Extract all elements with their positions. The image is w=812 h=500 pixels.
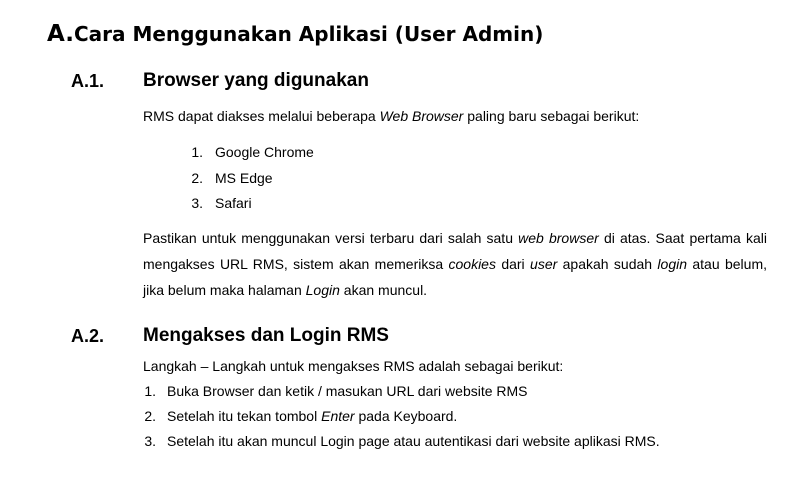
note-text: di atas. Saat pertama kali mengakses URL RMS, sistem akan memeriksa [143,230,767,272]
step-number: 1. [144,383,156,399]
browser-item-number: 2. [191,170,203,186]
section-2-intro: Langkah – Langkah untuk mengakses RMS adalah sebagai berikut: [143,358,564,374]
section-1-title: Browser yang digunakan [143,70,369,91]
section-2-title: Mengakses dan Login RMS [143,325,389,346]
note-emphasis: Login [305,282,340,298]
section-1-intro [143,106,639,126]
intro-text: RMS dapat diakses melalui beberapa [143,108,380,124]
note-emphasis: login [657,256,688,272]
heading-text: Cara Menggunakan Aplikasi (User Admin) [73,22,544,46]
step-emphasis: Enter [321,408,355,424]
note-emphasis: cookies [448,256,496,272]
step-number: 3. [144,433,156,449]
note-text: akan muncul. [339,282,428,298]
note-text: apakah sudah [557,256,658,272]
section-2-number: A.2. [71,326,105,346]
step-text: Setelah itu akan muncul Login page atau autentikasi dari website aplikasi RMS. [167,433,660,449]
browser-item-number: 1. [191,144,203,160]
browser-item-label: Safari [215,195,252,211]
heading-letter: A. [47,21,74,47]
note-text: atau belum, jika belum maka halaman [143,256,767,298]
browser-item-number: 3. [191,195,203,211]
step-text-end: pada Keyboard. [354,408,458,424]
section-1-note [143,225,767,303]
step-text: Buka Browser dan ketik / masukan URL dari website RMS [167,383,528,399]
section-1-number: A.1. [71,71,105,91]
document-title [47,18,543,50]
note-emphasis: web browser [518,230,599,246]
browser-item-label: Google Chrome [215,144,314,160]
step-text-start: Setelah itu tekan tombol [167,408,322,424]
intro-emphasis: Web Browser [379,108,464,124]
step-number: 2. [144,408,156,424]
note-text: dari [495,256,531,272]
browser-item-label: MS Edge [215,170,273,186]
note-emphasis: user [530,256,558,272]
intro-text-end: paling baru sebagai berikut: [463,108,640,124]
note-text: Pastikan untuk menggunakan versi terbaru dari salah satu [143,230,519,246]
step-text [167,406,457,426]
